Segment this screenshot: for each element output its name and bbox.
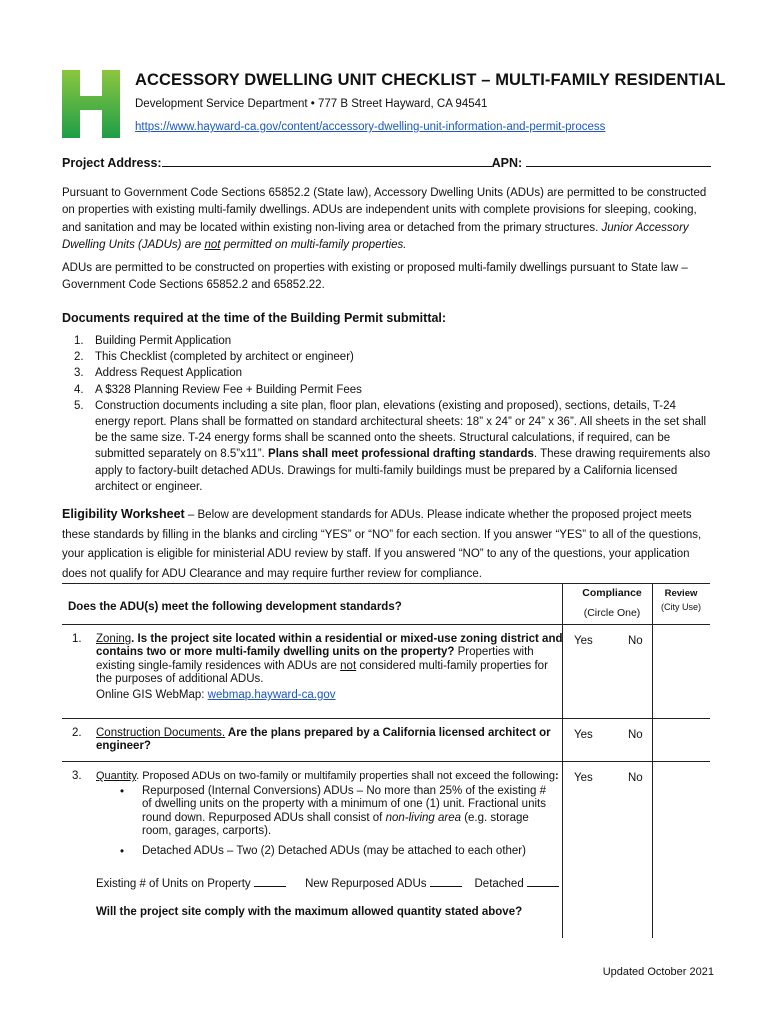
jadu-note-end: permitted on multi-family properties. [220,238,407,251]
department-address: Development Service Department • 777 B Street Hayward, CA 94541 [135,98,488,110]
table-header-question: Does the ADU(s) meet the following development standards? [68,601,402,613]
city-of-hayward-logo [62,70,120,138]
row3-quantity: Quantity. Proposed ADUs on two-family or multifamily properties shall not exceed the following: [96,770,559,782]
info-link[interactable]: https://www.hayward-ca.gov/content/accessory-dwelling-unit-information-and-permit-process [135,121,606,133]
row3-bullet-detached: Detached ADUs – Two (2) Detached ADUs (may be attached to each other) [142,845,526,857]
list-item: 3. Address Request Application [74,367,243,380]
new-repurposed-field[interactable] [430,876,462,887]
apn-field[interactable] [526,154,711,167]
documents-heading: Documents required at the time of the Building Permit submittal: [62,311,447,325]
row3-yes-option[interactable]: Yes [574,772,593,784]
eligibility-text: Below are development standards for ADUs. Please indicate whether the proposed project meets these standards by filling in the blanks and circling “YES” or “NO” for each section. If you answer “YES” to all of the questions, your application is eligible for ministerial ADU review by staff. If you answered “NO” to any of the questions, your application does not qualify for ADU Clearance and may require further review for compliance. [62,509,702,580]
bullet-icon: • [120,786,125,798]
page-title: ACCESSORY DWELLING UNIT CHECKLIST – MULTI-FAMILY RESIDENTIAL [135,71,726,89]
row3-number: 3. [72,770,82,782]
jadu-note: Junior Accessory Dwelling Units (JADUs) are [62,221,689,251]
apn-label: APN: [491,156,523,170]
intro-text: Pursuant to Government Code Sections 65852.2 (State law), Accessory Dwelling Units (ADUs) are permitted to be constructed on properties with existing multi-family dwellings. ADUs are independent units with complete provisions for sleeping, cooking, and sanitation and may be located within existing non-living area or detached from the primary structures. [62,187,707,234]
eligibility-heading: Eligibility Worksheet [62,507,185,521]
row3-unit-counts: Existing # of Units on Property New Repurposed ADUs Detached [96,876,559,891]
bullet-icon: • [120,846,125,858]
row1-number: 1. [72,633,82,645]
row3-bullet-repurposed: Repurposed (Internal Conversions) ADUs – No more than 25% of the existing # of dwelling units on the property with a minimum of one (1) unit. Fractional units round down. Repurposed ADUs shall consist of non-living area (e.g. storage room, garages, carports). [142,785,546,838]
list-item: 5. Construction documents including a site plan, floor plan, elevations (existing and proposed), sections, details, T-24 energy report. Plans shall be formatted on standard architectural sheets: 18” x 24” or 24” x 36”. All sheets in the set shall be the same size. T-24 energy forms shall be scanned onto the sheets. Structural calculations, if required, can be submitted separately on 8.5”x11”. Plans shall meet professional drafting standards. These drawing requirements also apply to factory-built detached ADUs. Drawings for multi-family buildings must be prepared by a California licensed architect or engineer. [74,399,711,493]
table-header-circle-one: (Circle One) [583,607,641,619]
row3-no-option[interactable]: No [628,772,643,784]
eligibility-table [62,583,710,938]
list-item: 1. Building Permit Application [74,335,232,347]
updated-date: Updated October 2021 [602,966,714,978]
row2-number: 2. [72,727,82,739]
intro-paragraph [62,185,708,254]
project-address-row [62,154,711,170]
eligibility-paragraph: Eligibility Worksheet – Below are development standards for ADUs. Please indicate whether the proposed project meets these standards by filling in the blanks and circling “YES” or “NO” for each section. If you answer “YES” to all of the questions, your application is eligible for ministerial ADU review by staff. If you answered “NO” to any of the questions, your application does not qualify for ADU Clearance and may require further review for compliance. [62,507,702,580]
gis-webmap-link[interactable]: webmap.hayward-ca.gov [207,689,336,701]
project-address-label: Project Address: [62,156,162,170]
table-header-compliance: Compliance [582,587,642,599]
list-item: 4. A $328 Planning Review Fee + Building Permit Fees [74,383,362,396]
row2-construction-docs: Construction Documents. Are the plans prepared by a California licensed architect or engineer? [96,727,551,753]
existing-units-field[interactable] [254,876,286,887]
documents-list [62,333,712,495]
row1-gis: Online GIS WebMap: webmap.hayward-ca.gov [96,689,336,701]
row2-no-option[interactable]: No [628,729,643,741]
jadu-not: not [204,238,221,251]
row3-question: Will the project site comply with the maximum allowed quantity stated above? [96,906,523,918]
row1-no-option[interactable]: No [628,635,643,647]
row2-yes-option[interactable]: Yes [574,729,593,741]
detached-field[interactable] [527,876,559,887]
row1-yes-option[interactable]: Yes [574,635,593,647]
list-item: 2. This Checklist (completed by architect or engineer) [74,351,354,364]
project-address-field[interactable] [162,154,492,167]
row1-zoning: Zoning. Is the project site located within a residential or mixed-use zoning district and contains two or more multi-family dwelling units on the property? Properties with existing single-family residences with ADUs are not considered multi-family properties for the purposes of additional ADUs. [96,633,563,686]
table-header-review: Review [664,588,698,599]
table-header-city-use: (City Use) [661,602,701,612]
state-law-paragraph: ADUs are permitted to be constructed on properties with existing or proposed multi-family dwellings pursuant to State law – Government Code Sections 65852.2 and 65852.22. [62,262,688,292]
